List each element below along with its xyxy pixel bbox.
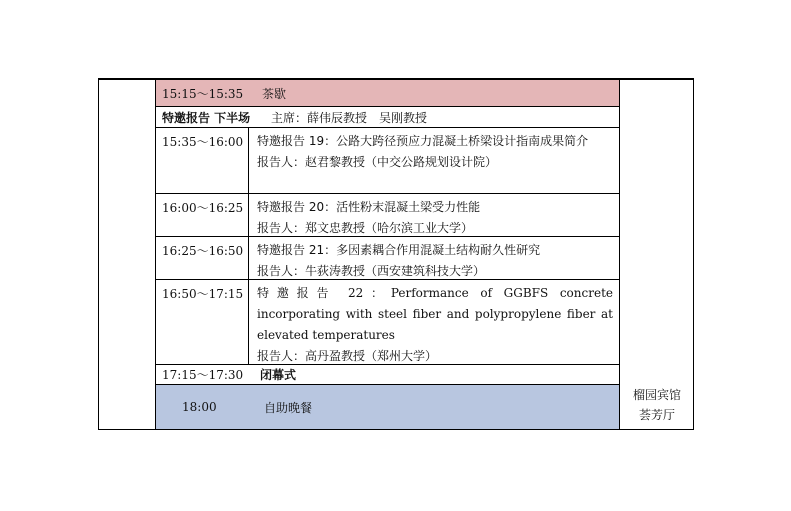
talk-speaker: 报告人：赵君黎教授（中交公路规划设计院） xyxy=(257,155,498,169)
talk-title: 特邀报告 19：公路大跨径预应力混凝土桥梁设计指南成果简介 xyxy=(257,134,589,148)
dinner-label: 自助晚餐 xyxy=(264,400,313,415)
talk-time: 16:00～16:25 xyxy=(156,194,249,236)
talk-time: 16:25～16:50 xyxy=(156,237,249,279)
talk-row xyxy=(156,128,619,194)
talk-speaker: 报告人：牛荻涛教授（西安建筑科技大学） xyxy=(257,264,486,278)
dinner-time: 18:00 xyxy=(182,400,217,414)
session-header-row xyxy=(156,107,619,128)
talk-speaker: 报告人：高丹盈教授（郑州大学） xyxy=(257,349,438,363)
tea-break-label: 茶歇 xyxy=(262,86,287,101)
talk-content xyxy=(249,237,619,279)
left-margin-column xyxy=(99,80,156,429)
session-chairs: 主席：薛伟辰教授 吴刚教授 xyxy=(271,110,428,125)
venue-name: 榴园宾馆 xyxy=(632,388,681,402)
dinner-row xyxy=(156,385,619,429)
venue-cell xyxy=(620,385,694,429)
talk-time: 15:35～16:00 xyxy=(156,128,249,193)
talk-row xyxy=(156,194,619,237)
talk-title: 特邀报告 21：多因素耦合作用混凝土结构耐久性研究 xyxy=(257,243,541,257)
schedule-main-column xyxy=(156,80,619,429)
talk-title: 特邀报告 22：Performance of GGBFS concrete incorporating with steel fiber and polypropylene fiber at elevated temperatures xyxy=(257,286,613,342)
closing-label: 闭幕式 xyxy=(260,368,297,382)
schedule-table xyxy=(98,78,694,430)
talk-content xyxy=(249,128,619,193)
talk-time: 16:50～17:15 xyxy=(156,280,249,364)
talk-row xyxy=(156,237,619,280)
tea-break-row xyxy=(156,80,619,107)
talk-speaker: 报告人：郑文忠教授（哈尔滨工业大学） xyxy=(257,221,474,235)
closing-time: 17:15～17:30 xyxy=(162,368,244,382)
venue-hall: 荟芳厅 xyxy=(638,408,675,422)
talk-content xyxy=(249,194,619,236)
talk-content xyxy=(249,280,619,364)
session-title: 特邀报告 下半场 xyxy=(162,110,251,125)
talk-title: 特邀报告 20：活性粉末混凝土梁受力性能 xyxy=(257,200,481,214)
talk-row xyxy=(156,280,619,365)
closing-row xyxy=(156,365,619,385)
venue-column xyxy=(619,80,694,429)
tea-break-time: 15:15～15:35 xyxy=(162,86,244,101)
